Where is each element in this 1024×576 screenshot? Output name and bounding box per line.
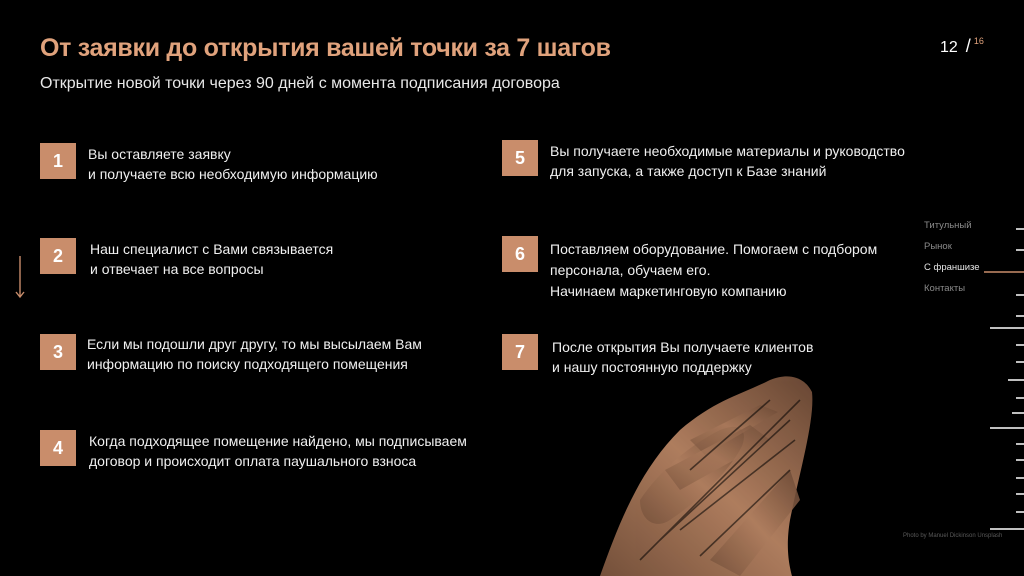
step-text-line: После открытия Вы получаете клиентов	[552, 339, 814, 355]
step-number-badge: 7	[502, 334, 538, 370]
step-description	[87, 334, 422, 374]
step-text-line: и получаете всю необходимую информацию	[88, 166, 378, 182]
step-text-line: Поставляем оборудование. Помогаем с подбором	[550, 241, 878, 257]
step-text-line: Когда подходящее помещение найдено, мы подписываем	[89, 433, 467, 449]
nav-item-market[interactable]: Рынок	[924, 241, 952, 252]
step-text-line: и отвечает на все вопросы	[90, 261, 264, 277]
step-description	[550, 239, 877, 302]
step-text-line: для запуска, а также доступ к Базе знаний	[550, 163, 827, 179]
step-text-line: Вы оставляете заявку	[88, 146, 231, 162]
step-text-line: и нашу постоянную поддержку	[552, 359, 752, 375]
step-description	[90, 239, 333, 279]
photo-credit: Photo by Manuel Dickinson Unsplash	[903, 533, 1003, 539]
step-number-badge: 6	[502, 236, 538, 272]
step-description	[552, 337, 813, 377]
step-text-line: Если мы подошли друг другу, то мы высылаем Вам	[87, 336, 422, 352]
arrow-down-icon[interactable]	[14, 256, 26, 305]
step-text-line: Наш специалист с Вами связывается	[90, 241, 334, 257]
page-title: От заявки до открытия вашей точки за 7 шагов	[40, 34, 611, 62]
pager-separator: /	[965, 36, 971, 56]
nav-item-franchise[interactable]: С франшизе	[924, 262, 980, 273]
step-description	[88, 144, 378, 184]
step-text-line: информацию по поиску подходящего помещения	[87, 356, 408, 372]
step-number-badge: 2	[40, 238, 76, 274]
step-number-badge: 3	[40, 334, 76, 370]
page-subtitle: Открытие новой точки через 90 дней с момента подписания договора	[40, 75, 560, 92]
total-slides-number: 16	[973, 36, 984, 46]
step-number-badge: 1	[40, 143, 76, 179]
step-number-badge: 5	[502, 140, 538, 176]
section-navigation	[924, 220, 980, 304]
step-text-line: Вы получаете необходимые материалы и руководство	[550, 143, 905, 159]
current-slide-number: 12	[940, 39, 958, 56]
step-description	[89, 431, 467, 471]
step-text-line: Начинаем маркетинговую компанию	[550, 283, 787, 299]
nav-item-title[interactable]: Титульный	[924, 220, 972, 231]
step-number-badge: 4	[40, 430, 76, 466]
step-text-line: персонала, обучаем его.	[550, 262, 711, 278]
step-description	[550, 141, 905, 181]
nav-item-contacts[interactable]: Контакты	[924, 283, 966, 294]
step-text-line: договор и происходит оплата паушального взноса	[89, 453, 417, 469]
